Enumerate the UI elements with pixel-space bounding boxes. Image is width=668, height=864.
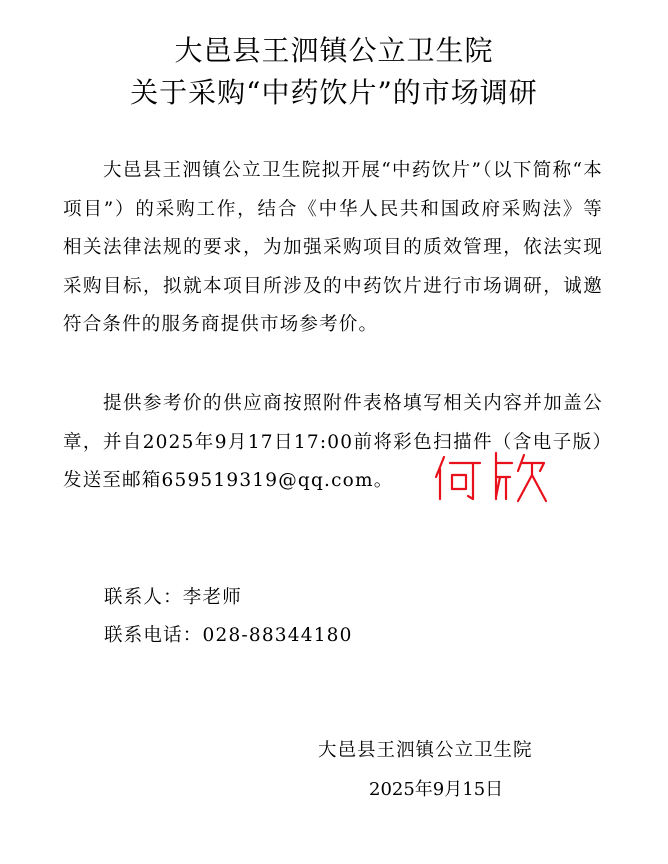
contact-person: 联系人：李老师 xyxy=(104,587,242,608)
body-paragraph-2: 提供参考价的供应商按照附件表格填写相关内容并加盖公章，并自2025年9月17日17:00前将彩色扫描件（含电子版）发送至邮箱659519319@qq.com。 xyxy=(63,393,603,491)
issue-date: 2025年9月15日 xyxy=(369,779,504,800)
body-paragraph-1: 大邑县王泗镇公立卫生院拟开展“中药饮片”（以下简称“本项目”）的采购工作，结合《中华人民共和国政府采购法》等相关法律法规的要求，为加强采购项目的质效管理，依法实现采购目标，拟就本项目所涉及的中药饮片进行市场调研，诚邀符合条件的服务商提供市场参考价。 xyxy=(63,160,603,335)
contact-phone: 联系电话：028-88344180 xyxy=(104,625,353,646)
document-title-line2: 关于采购“中药饮片”的市场调研 xyxy=(130,76,538,109)
document-title-line1: 大邑县王泗镇公立卫生院 xyxy=(174,34,494,67)
handwritten-signature xyxy=(430,447,550,507)
issuing-organization: 大邑县王泗镇公立卫生院 xyxy=(318,740,533,761)
